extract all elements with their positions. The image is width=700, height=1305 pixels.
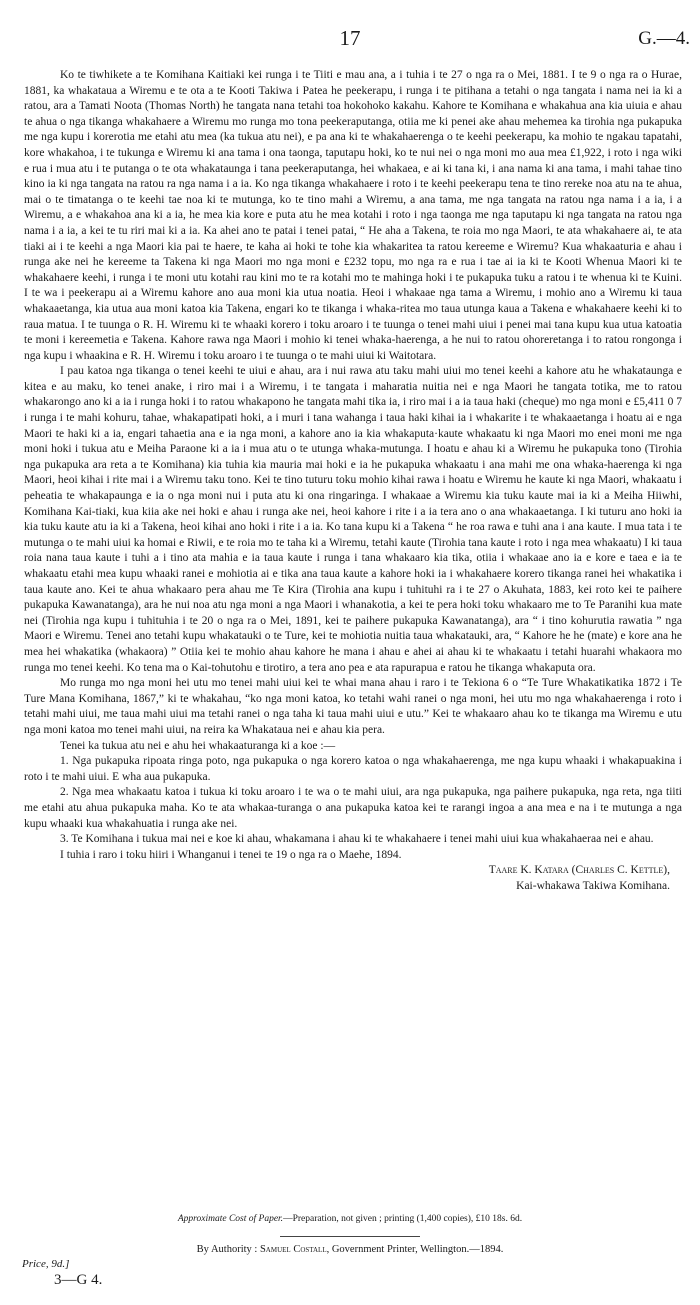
authority-prefix: By Authority : [196,1244,258,1255]
page-header [0,26,700,52]
price-label: Price, 9d.] [22,1258,70,1270]
paragraph: I pau katoa nga tikanga o tenei keehi te uiui e ahau, ara i nui rawa atu taku mahi uiui mo tenei keehi a kahore atu he whakataunga e kitea e au maku, ko tenei anake, i riro mai i a Wiremu, i te tangata i maharatia nuitia nei e nga Maori he tangata totika, me to ratou whakarongo ano ki a ia i runga hoki i to ratou whakapono he tangata mahi tika ia, i riro mai i a ia taua haki (cheque) mo nga moni e £5,411 0 7 i runga i te mahi kohuru, tahae, whakapatipati hoki, a i muri i tana wahanga i taua haki kihai ia i whakarite i te whakaaetanga i hoatu ai e nga Maori te haki ki a ia, engari tahaetia ana e ia nga moni, a kahore ano ia kia whakaputa·kaute whakaatu ki nga Maori mo enei moni me nga moni hoki i tukua atu e Meiha Paraone ki a ia i mua atu o te utunga whaka-mutunga. I hoatu e ahau ki a Wiremu he pukapuka tono (Tirohia nga pukapuka ara reta a te Komihana) kia tuhia kia mauria mai hoki e ia he pukapuka whakaatu i ana mahi me ona whaka-haerenga ki nga Maori, heoi kihai i rite mai i a Wiremu taku tono. Kei te tino tuturu toku mohio kihai rawa i hoatu e Wiremu he kaute ki nga Maori, whakaatu i peheatia te whakapaunga e ia o nga moni nui i puta atu ki ona ringaringa. I whakaae a Wiremu kia tuku kaute mai ia ki a Meiha Hiiwhi, Komihana Kai-tiaki, kua kiia ake nei hoki e ahau i runga ake nei, heoi kahore i rite i a ia tera ano o ana whakaaetanga. I ki tuturu ano hoki ia kia tuku kaute atu ia ki a Takena, heoi kihai ano hoki i rite i a ia. Ko tana kupu ki a Takena “ he roa rawa e tuhi ana i ana kaute. I mua tata i te mutunga o te mahi uiui ka homai e Riwii, e te roia mo te taha ki a Wiremu, tetahi kaute (Tirohia tana kaute i roto i nga mea whakaatu) I ki taua roia nana taua kaute i tuhi a i tino ata mahia e ia taua kaute i runga i tana whakaaro kia tika, otiia i whakaae ano ia e kore e taea e ia te whakaatu etahi mea kupu whaaki ranei e mohiotia ai e tika ana taua kaute a kahore hoki ia i whakahaere korero tikanga ranei hei whakatika i taua kaute ano. Kei te ahua whakaaro pera ahau me Te Kira (Tirohia ana kupu i tuhituhi ra i te 27 o Akuhata, 1883, kei roto kei te paihere pukapuka Kawanatanga), ara he nui noa atu nga moni a nga Maori i whanakotia, a kei te pera hoki toku whakaaro me to Te Paranihi kua mate nei (Tirohia nga kupu i tuhituhia i te 20 o nga ra o Mei, 1891, kei te paihere pukapuka Kawanatanga), ara “ i tino kohurutia rawatia ” nga Maori e Wiremu. Tenei ano tetahi kupu whakatauki o te Ture, kei te mohiotia nuitia taua whakatauki, ara, “ Kahore he he (mate) e kore ana he mea hei whakatika (whakaora) ” Otiia kei te mohio ahau kahore he mana i ahau e ahei ai ahau ki te whakaatu i tetahi huarahi whakaora mo runga mo tenei keehi. Ko tena ma o Kai-tohutohu e tirotiro, a tera ano pea e ata rapurapua e ratou he tikanga whakaputa ora. [24,365,682,674]
page-number: 17 [339,26,361,50]
document-body [24,68,682,894]
list-item: 2. Nga mea whakaatu katoa i tukua ki toku aroaro i te wa o te mahi uiui, ara nga pukapuka, nga paihere pukapuka, nga reta, nga tiiti me etahi atu ahua pukapuka maha. Ko te ata whakaa-turanga o ana pukapuka katoa kei te rarangi ingoa a ana mea e na i te mutunga a nga kupu whaaki kua whakahuatia i runga ake nei. [24,786,682,830]
sheet-signature: 3—G 4. [54,1272,103,1288]
cost-label: Approximate Cost of Paper. [177,1214,284,1224]
paragraph: Mo runga mo nga moni hei utu mo tenei mahi uiui kei te whai mana ahau i raro i te Tekiona 6 o “Te Ture Whakatikatika 1872 i Te Ture Mana Komihana, 1867,” ki te whakahau, “ko nga moni katoa, ko tetahi wahi ranei o nga moni, hei utu mo nga whakahaerenga i roto i tetahi mahi uiui, me taua mahi uiui ma tetahi ranei o nga taha ki taua mahi uiui e utu.” Kei te whakaaro ahau ko te tikanga ma Wiremu e utu nga moni katoa mo tenei mahi uiui, na reira ka Whakataua nei e ahau kia pera. [24,677,682,736]
list-item: 3. Te Komihana i tukua mai nei e koe ki ahau, whakamana i ahau ki te whakahaere i tenei mahi uiui kua whakahaeraa nei e ahau. [60,833,654,846]
cost-text: —Preparation, not given ; printing (1,400 copies), £10 18s. 6d. [283,1214,523,1224]
list-item: 1. Nga pukapuka ripoata ringa poto, nga pukapuka o nga korero katoa o nga whakahaerenga, me nga kupu whaaki i whakapuakina i roto i te mahi uiui. E wha aua pukapuka. [24,755,682,783]
signature-name: Taare K. Katara (Charles C. Kettle), [488,864,670,877]
document-reference: G.—4. [638,28,690,49]
authority-line [0,1244,700,1255]
cost-note [0,1214,700,1224]
signature-title: Kai-whakawa Takiwa Komihana. [516,879,670,892]
signoff-line: I tuhia i raro i toku hiiri i Whanganui i tenei te 19 o nga ra o Maehe, 1894. [60,848,402,861]
paragraph: Tenei ka tukua atu nei e ahu hei whakaaturanga ki a koe :— [60,739,336,752]
footer-divider [280,1236,420,1237]
printer-name: Samuel Costall [259,1244,327,1255]
authority-suffix: , Government Printer, Wellington.—1894. [326,1244,504,1255]
paragraph: Ko te tiwhikete a te Komihana Kaitiaki kei runga i te Tiiti e mau ana, a i tuhia i te 27 o nga ra o Mei, 1881. I te 9 o nga ra o Hurae, 1881, ka whakataua a Wiremu e te ota a te Kooti Takiwa i Patea he peekerapu, i runga i te pitihana a tetahi o nga tangata i nama nei ia ki a ratou, ara a Tamati Noota (Thomas North) he tangata nana tetahi toa hokohoko kakahu. Kahore te Komihana e whakahua ana kia uiuia e ahau te ahua o nga tikanga whakahaere a Wiremu mo runga mo tona peekeraputanga, otiia me ki penei ake ahau mehemea ka tirohia nga pukapuka me nga kupu i korerotia me etahi atu mea (ka tukua atu nei), e pa ana ki te whakahaerenga o te keehi peekerapu, ka mohio te ngakau tapatahi, kore whakahoa, i te tukunga e Wiremu ki ana tama i ona taonga, taputapu hoki, ko te nui nei o nga moni mo aua mea £1,922, i roto i nga wiki e rua i mua atu i te putanga o te ota whakataunga i tana peekeraputanga, hei whakaea, e ai ki tana ki, i ana nama ki ana tama, i mahi tahae tino kino ia ki nga tangata na ratou ra nga nama i a ia. Ko nga tikanga whakahaere i roto i te keehi peekerapu tena te tino rereke noa atu na te ahua, mai o te timatanga o te keehi tae noa ki te mutunga, ko te tino mahi a Wiremu, a ana tama, me nga tangata na ratou nga nama i a ia, i a Wiremu, a e whakahoa ana ki a ia, he mea kia kore e puta atu he mea kotahi i roto i nga taonga me nga taputapu ki nga tangata na ratou nga nama i a ia, a kei te tu riri mai ki a ia. Ka ahei ano te patai i tenei patai, “ He aha a Takena, te roia mo nga Maori, te ata whakahaere ai, te ata tiaki ai i te keehi a nga Maori kia pai te haere, te kaha ai hoki te tohe kia whakaritea ta ratou kereeme e Wiremu? Kua whakaaturia e ahau i runga ake nei he kereeme ta Takena ki nga Maori mo nga moni e £232 topu, mo nga ra e rua i tae ai ia ki te Kooti Whenua Maori ki te whakahaere keehi, i runga i te moni utu kotahi rau kini mo te ra kotahi mo te mahinga hoki i te pukapuka tuku a ratou i te whenua ki te Kuini. I te wa i peekerapu ai a Wiremu kahore ano aua moni kia utua noatia. Heoi i whakaae nga tama a Wiremu, i mohio ano a Wiremu ki taua whakaaetanga, kia utua aua moni katoa kia Takena, engari ko te tikanga i whaka-ritea mo taua utunga kaua a Takena e whakahaere keehi ki to raua matua. I te tuunga o R. H. Wiremu ki te whaaki korero i toku aroaro i te tuunga o tenei mahi uiui i penei mai tana kupu kua utua katoatia te moni i kereemetia e Takena. Kahore rawa nga Maori i mohio ki tenei whaka-haerenga, a he nui to ratou ohoreretanga i to ratou rongonga i nga kupu i whaakina e R. H. Wiremu i toku aroaro i te tuunga o te mahi uiui ki Waitotara. [24,69,682,362]
